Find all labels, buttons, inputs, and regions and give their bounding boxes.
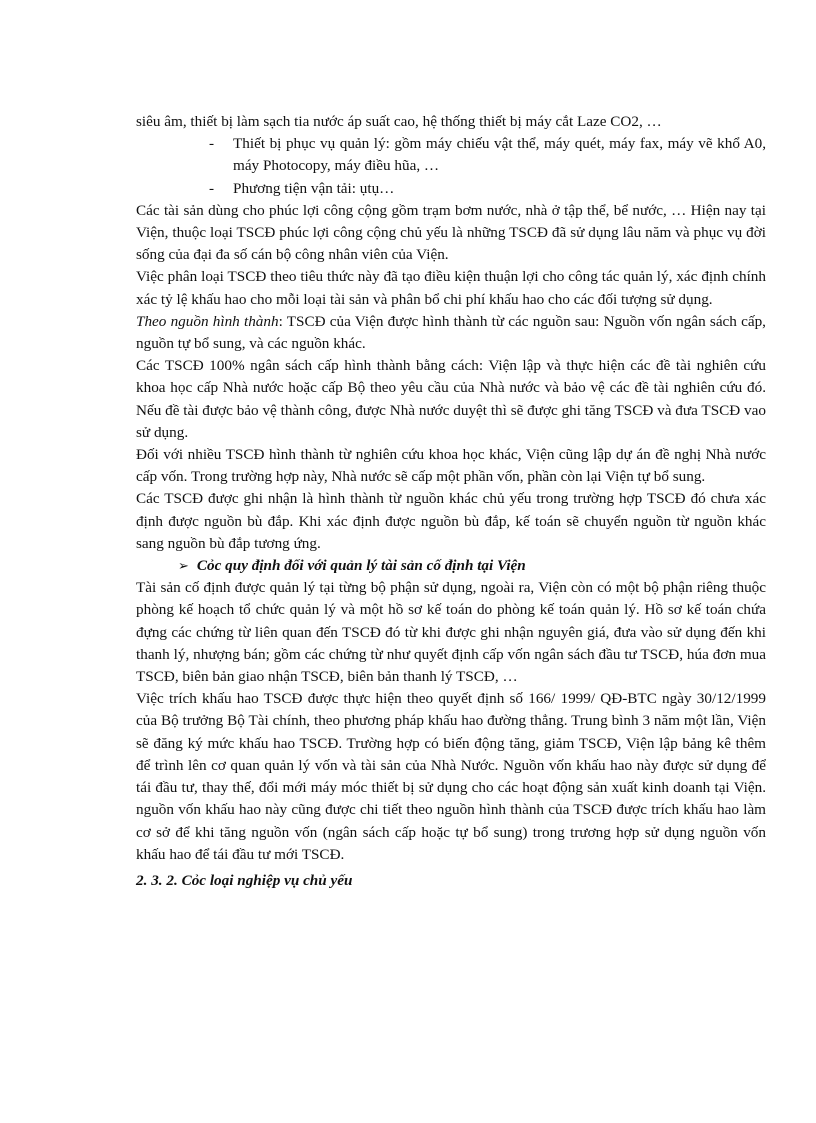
bullet-dash: - (209, 135, 215, 153)
paragraph-source-of-formation (136, 311, 766, 355)
paragraph-other-sources: Các TSCĐ được ghi nhận là hình thành từ nguồn khác chủ yếu trong trường hợp TSCĐ đó chưa xác định được nguồn bù đắp. Khi xác định được nguồn bù đắp, kế toán sẽ chuyển nguồn từ nguồn khác sang nguồn bù đắp tương ứng. (136, 490, 766, 552)
bullet-item-transport (136, 178, 766, 200)
paragraph-equipment-continued: siêu âm, thiết bị làm sạch tia nước áp suất cao, hệ thống thiết bị máy cắt Laze CO2, … (136, 113, 662, 130)
bullet-text: Phương tiện vận tải: ụtụ… (233, 179, 395, 197)
paragraph-public-welfare-assets: Các tài sản dùng cho phúc lợi công cộng gồm trạm bơm nước, nhà ở tập thể, bể nước, … Hiện nay tại Viện, thuộc loại TSCĐ phúc lợi công cộng chủ yếu là những TSCĐ đã sử dụng lâu năm và phục vụ đời sống của đại đa số cán bộ công nhân viên của Viện. (136, 201, 766, 264)
paragraph-depreciation: Việc trích khấu hao TSCĐ được thực hiện theo quyết định số 166/ 1999/ QĐ-BTC ngày 30/12/1999 của Bộ trưởng Bộ Tài chính, theo phương pháp khấu hao đường thẳng. Trung bình 3 năm một lần, Viện sẽ đăng ký mức khấu hao TSCĐ. Trường hợp có biến động tăng, giảm TSCĐ, Viện lập bảng kê thêm để trình lên cơ quan quản lý vốn và tài sản của Nhà Nước. Nguồn vốn khấu hao này được sử dụng để tái đầu tư, thay thế, đổi mới máy móc thiết bị sử dụng cho các hoạt động sản xuất kinh doanh tại Viện. nguồn vốn khấu hao này cũng được chi tiết theo nguồn hình thành của TSCĐ được trích khấu hao làm cơ sở để khi tăng nguồn vốn (ngân sách cấp hoặc tự bổ sung) trong trương hợp sử dụng nguồn vốn khấu hao để tái đầu tư mới TSCĐ. (136, 690, 766, 863)
arrow-bullet-icon: ➢ (178, 558, 189, 574)
bullet-dash: - (209, 179, 215, 197)
bullet-item-management-equipment (136, 133, 766, 177)
paragraph-budget-funded-assets: Các TSCĐ 100% ngân sách cấp hình thành bằng cách: Viện lập và thực hiện các đề tài nghiên cứu khoa học cấp Nhà nước hoặc cấp Bộ theo yêu cầu của Nhà nước và bảo vệ các đề tài nghiên cứu đó. Nếu đề tài được bảo vệ thành công, được Nhà nước duyệt thì sẽ được ghi tăng TSCĐ và đưa TSCĐ vao sử dụng. (136, 357, 766, 441)
subheading-text: Cỏc quy định đối với quản lý tài sản cố định tại Viện (196, 557, 526, 575)
paragraph-asset-management: Tài sản cố định được quản lý tại từng bộ phận sử dụng, ngoài ra, Viện còn có một bộ phận riêng thuộc phòng kế hoạch tổ chức quản lý và một hồ sơ kế toán do phòng kế toán quản lý. Hồ sơ kế toán chứa đựng các chứng từ liên quan đến TSCĐ đó từ khi được ghi nhận nguyên giá, đưa vào sử dụng đến khi thanh lý, nhượng bán; gồm các chứng từ như quyết định cấp vốn ngân sách đầu tư TSCĐ, húa đơn mua TSCĐ, biên bản giao nhận TSCĐ, biên bản thanh lý TSCĐ, … (136, 579, 766, 686)
paragraph-classification-benefit: Việc phân loại TSCĐ theo tiêu thức này đã tạo điều kiện thuận lợi cho công tác quản lý, xác định chính xác tỷ lệ khấu hao cho mỗi loại tài sản và phân bổ chi phí khấu hao cho các đối tượng sử dụng. (136, 268, 766, 308)
italic-lead-text: Theo nguồn hình thành (136, 312, 279, 330)
subheading-regulations (136, 555, 766, 577)
document-body (136, 111, 766, 892)
bullet-text: Thiết bị phục vụ quản lý: gồm máy chiếu vật thể, máy quét, máy fax, máy vẽ khổ A0, máy Photocopy, máy điều hũa, … (233, 135, 766, 175)
section-heading: 2. 3. 2. Cỏc loại nghiệp vụ chủ yếu (136, 871, 353, 889)
paragraph-research-projects: Đối với nhiều TSCĐ hình thành từ nghiên cứu khoa học khác, Viện cũng lập dự án đề nghị Nhà nước cấp vốn. Trong trường hợp này, Nhà nước sẽ cấp một phần vốn, phần còn lại Viện tự bổ sung. (136, 446, 766, 486)
paragraph-text: : TSCĐ của Viện được hình thành từ các nguồn sau: Nguồn vốn ngân sách cấp, nguồn tự bổ sung, và các nguồn khác. (136, 312, 766, 353)
